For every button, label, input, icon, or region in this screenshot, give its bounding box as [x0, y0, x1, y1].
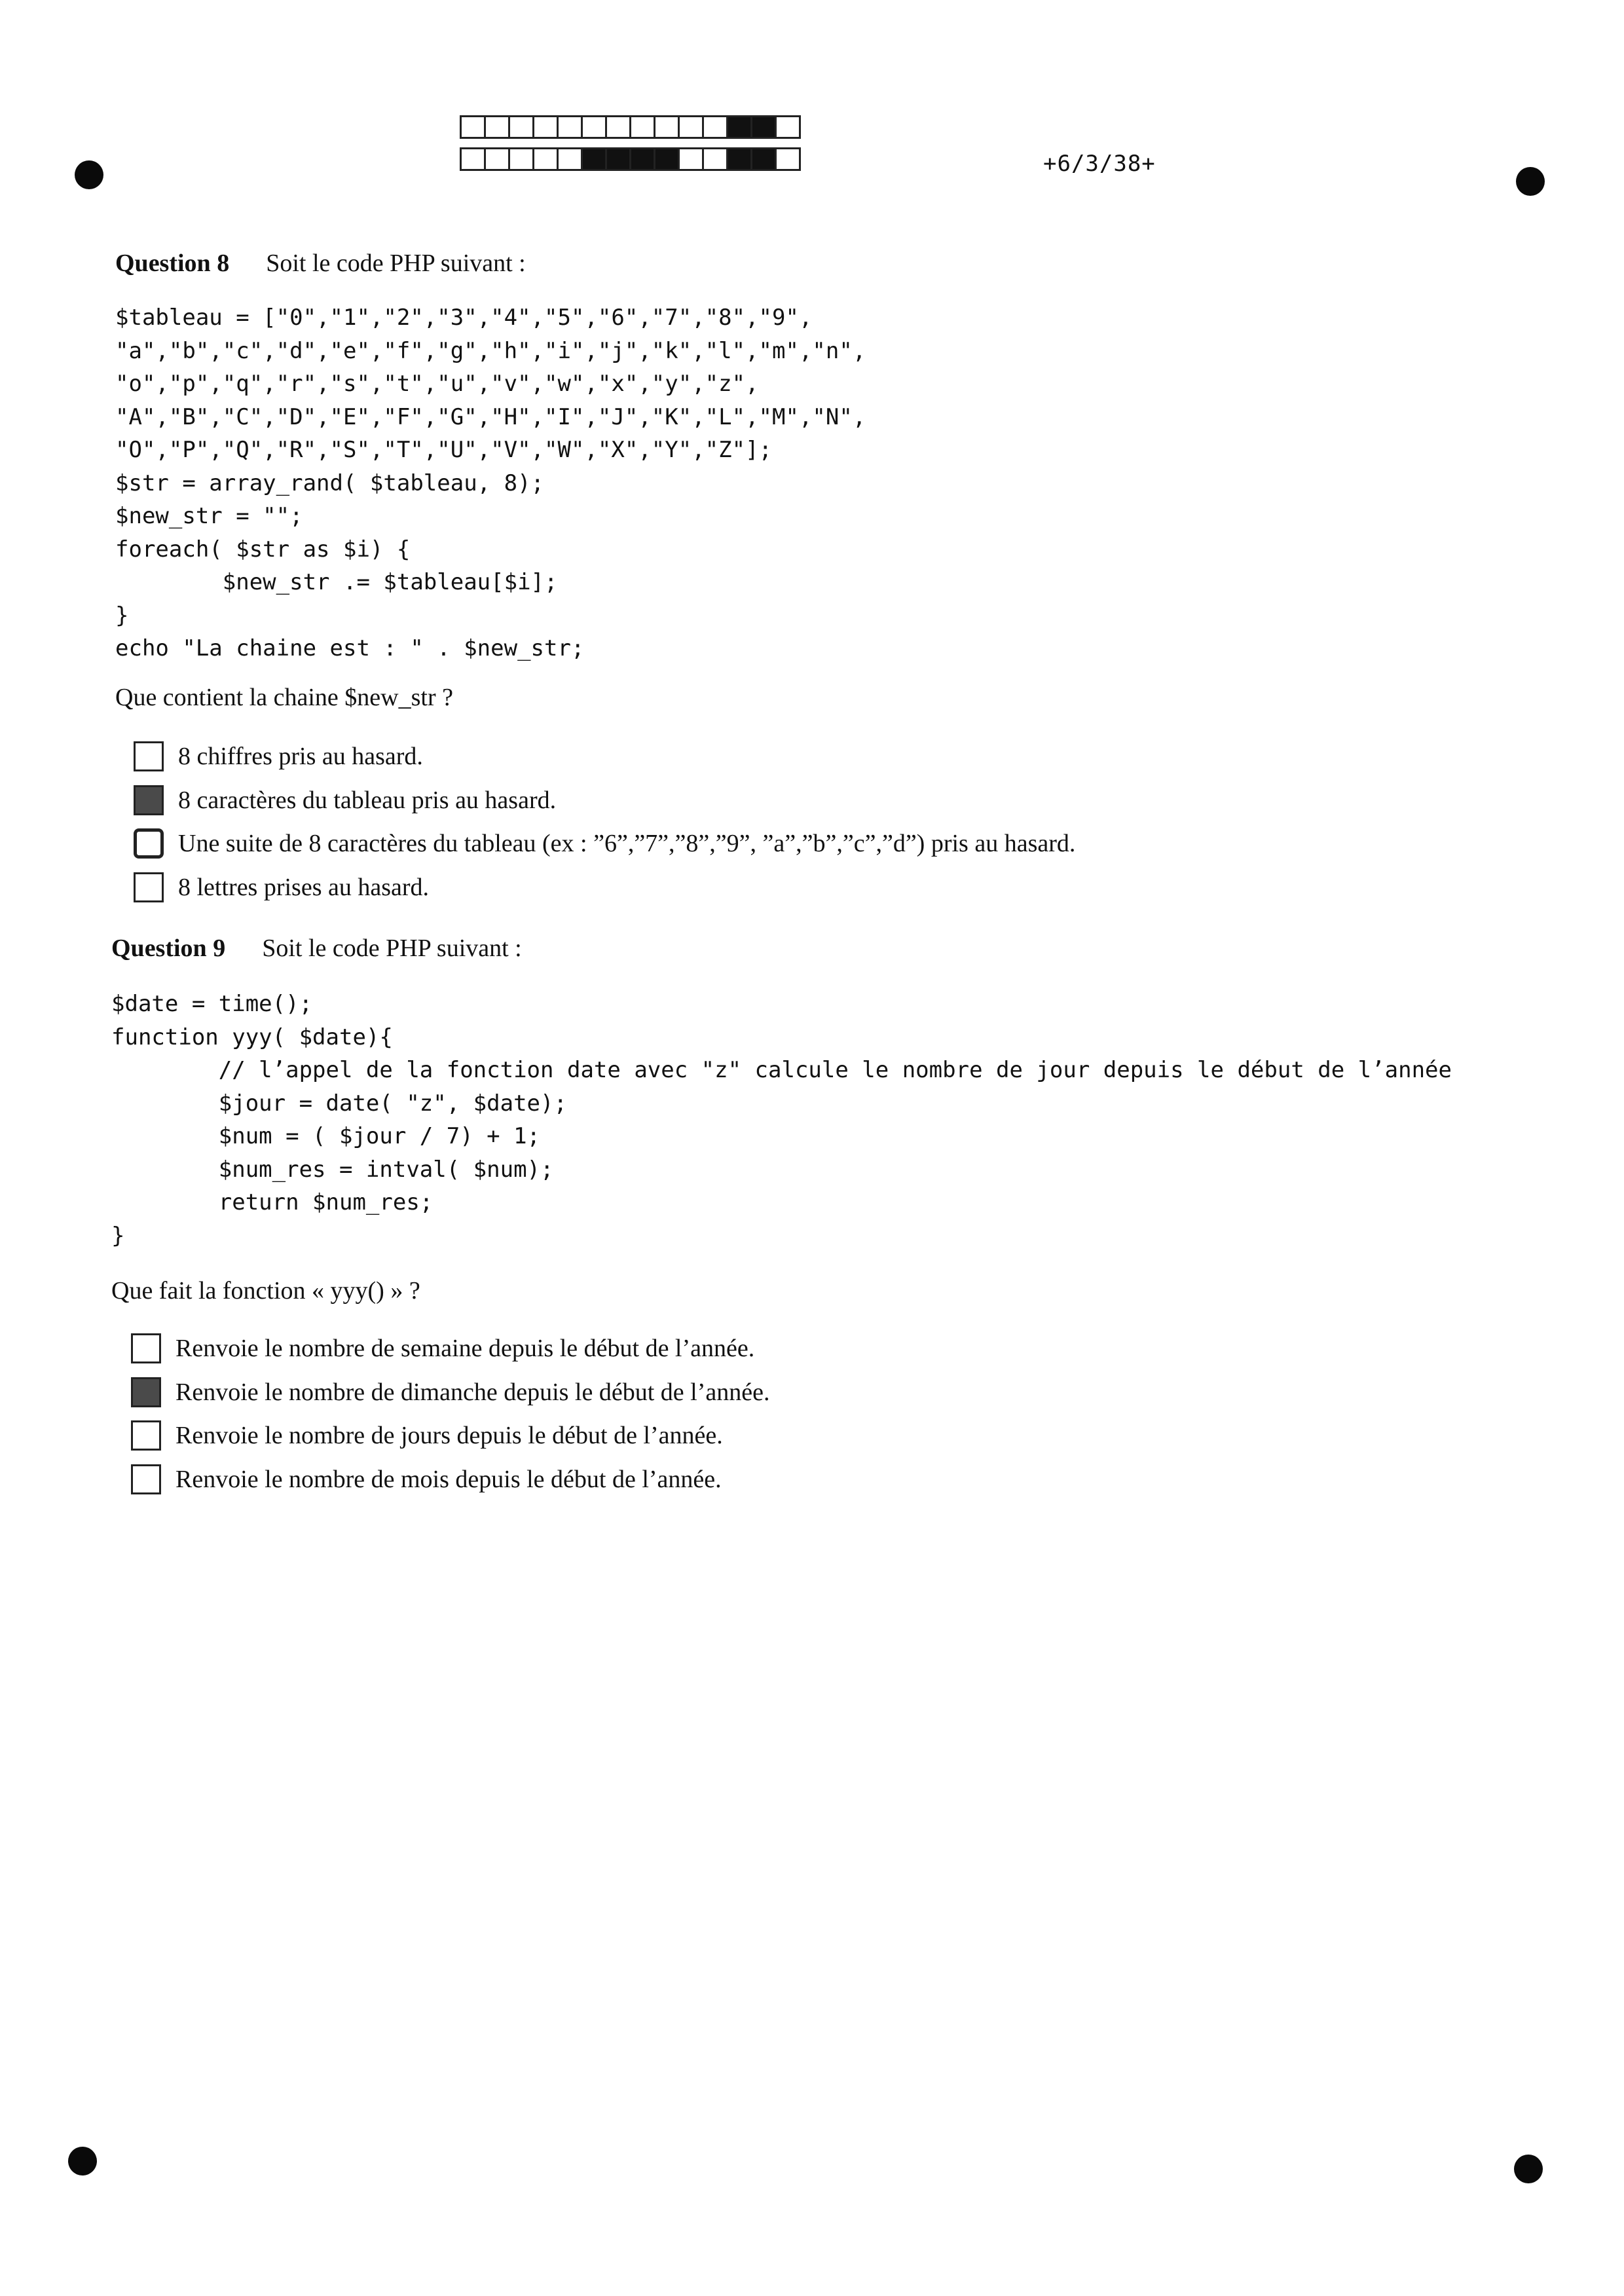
checkbox-checked[interactable] [134, 785, 164, 815]
q8-choice-1[interactable] [134, 735, 1075, 779]
checkbox[interactable] [131, 1420, 161, 1451]
question-8-number: Question 8 [115, 250, 230, 277]
id-cell [605, 115, 631, 139]
id-cell [678, 115, 704, 139]
id-cell [484, 115, 510, 139]
id-box-row-1 [462, 115, 801, 139]
page-identifier: +6/3/38+ [1043, 151, 1156, 177]
question-8-code: $tableau = ["0","1","2","3","4","5","6","7","8","9", "a","b","c","d","e","f","g","h","i","j","k","l","m","n", "o","p","q","r","s","t","u","v","w","x","y","z", "A","B","C","D","E","F","G","H","I","J","K","L","M","N", "O","P","Q","R","S","T","U","V","W","X","Y","Z"]; $str = array_rand( $tableau, 8); $new_str = ""; foreach( $str as $i) { $new_str .= $tableau[$i]; } echo "La chaine est : " . $new_str; [115, 305, 866, 661]
question-8-intro: Soit le code PHP suivant : [266, 250, 526, 277]
id-box-row-2 [462, 147, 801, 171]
checkbox[interactable] [134, 828, 164, 859]
question-9-choices [131, 1327, 769, 1501]
id-cell [460, 115, 486, 139]
id-cell [557, 115, 583, 139]
id-cell [581, 147, 607, 171]
id-cell [629, 115, 655, 139]
question-9-intro: Soit le code PHP suivant : [262, 935, 522, 962]
question-9-code: $date = time(); function yyy( $date){ // l’appel de la fonction date avec "z" calcule le nombre de jour depuis le début de l’année $jour = date( "z", $date); $num = ( $jour / 7) + 1; $num_res = intval( $num); return $num_res; } [111, 991, 1452, 1249]
id-cell [726, 147, 752, 171]
id-cell [484, 147, 510, 171]
id-cell [508, 147, 534, 171]
checkbox[interactable] [134, 741, 164, 771]
id-cell [702, 115, 728, 139]
q8-choice-4[interactable] [134, 866, 1075, 910]
id-cell [581, 115, 607, 139]
choice-label: 8 caractères du tableau pris au hasard. [178, 786, 557, 814]
id-cell [775, 147, 801, 171]
corner-mark-bottom-right [1514, 2155, 1543, 2183]
choice-label: Renvoie le nombre de dimanche depuis le début de l’année. [175, 1378, 770, 1406]
q9-choice-3[interactable] [131, 1414, 769, 1458]
id-cell [775, 115, 801, 139]
id-cell [726, 115, 752, 139]
choice-label: Une suite de 8 caractères du tableau (ex : ”6”,”7”,”8”,”9”, ”a”,”b”,”c”,”d”) pris au hasard. [178, 830, 1076, 858]
choice-label: 8 chiffres pris au hasard. [178, 743, 423, 771]
q8-choice-3[interactable] [134, 822, 1075, 866]
checkbox[interactable] [131, 1464, 161, 1494]
checkbox[interactable] [134, 872, 164, 902]
question-9-prompt: Que fait la fonction « yyy() » ? [111, 1277, 420, 1305]
question-8-prompt: Que contient la chaine $new_str ? [115, 684, 453, 711]
q9-choice-4[interactable] [131, 1458, 769, 1502]
q8-choice-2[interactable] [134, 779, 1075, 823]
id-cell [678, 147, 704, 171]
question-9-header [111, 934, 522, 963]
id-cell [702, 147, 728, 171]
choice-label: Renvoie le nombre de semaine depuis le début de l’année. [175, 1335, 755, 1363]
checkbox[interactable] [131, 1333, 161, 1363]
id-cell [532, 115, 559, 139]
question-8-header [115, 249, 526, 278]
q9-choice-2[interactable] [131, 1371, 769, 1415]
id-cell [750, 115, 777, 139]
question-8-choices [134, 735, 1075, 909]
corner-mark-top-left [75, 160, 103, 189]
id-cell [654, 147, 680, 171]
q9-choice-1[interactable] [131, 1327, 769, 1371]
question-9-number: Question 9 [111, 935, 226, 962]
id-cell [750, 147, 777, 171]
corner-mark-top-right [1516, 167, 1545, 196]
corner-mark-bottom-left [68, 2147, 97, 2176]
id-cell [460, 147, 486, 171]
choice-label: 8 lettres prises au hasard. [178, 873, 430, 901]
checkbox-checked[interactable] [131, 1377, 161, 1407]
id-cell [629, 147, 655, 171]
id-cell [532, 147, 559, 171]
id-cell [557, 147, 583, 171]
choice-label: Renvoie le nombre de jours depuis le début de l’année. [175, 1422, 723, 1450]
choice-label: Renvoie le nombre de mois depuis le début de l’année. [175, 1465, 722, 1493]
id-cell [605, 147, 631, 171]
id-cell [508, 115, 534, 139]
id-cell [654, 115, 680, 139]
